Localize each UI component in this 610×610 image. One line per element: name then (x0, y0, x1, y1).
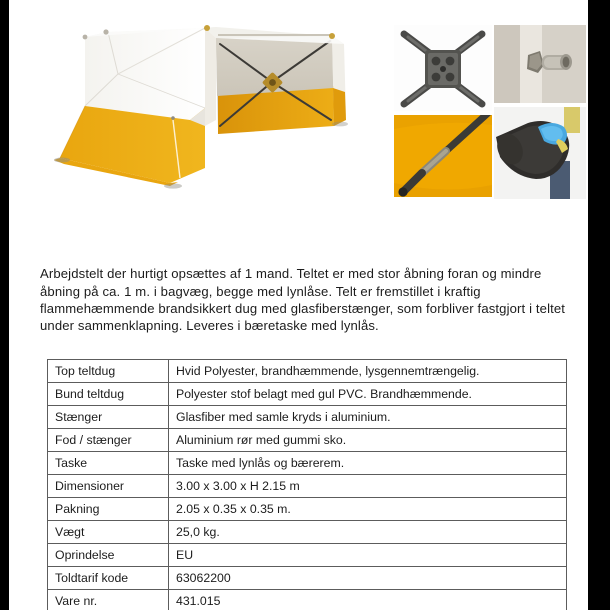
gloved-hand-with-bag-thumbnail (494, 107, 586, 199)
spec-key: Vare nr. (48, 590, 169, 610)
spec-value: Glasfiber med samle kryds i aluminium. (169, 406, 567, 429)
spec-value: 2.05 x 0.35 x 0.35 m. (169, 498, 567, 521)
table-row (48, 383, 567, 406)
specification-table (47, 359, 567, 610)
letterbox-bar-right (588, 0, 610, 610)
table-row (48, 360, 567, 383)
pole-on-yellow-fabric-thumbnail (394, 115, 492, 197)
table-row (48, 475, 567, 498)
table-row (48, 521, 567, 544)
letterbox-bar-left (0, 0, 9, 610)
table-row (48, 544, 567, 567)
spec-key: Oprindelse (48, 544, 169, 567)
spec-key: Top teltdug (48, 360, 169, 383)
spec-value: Polyester stof belagt med gul PVC. Brandhæmmende. (169, 383, 567, 406)
table-row (48, 498, 567, 521)
spec-value: 63062200 (169, 567, 567, 590)
table-row (48, 406, 567, 429)
product-image-band (9, 0, 588, 215)
table-row (48, 429, 567, 452)
spec-value: 3.00 x 3.00 x H 2.15 m (169, 475, 567, 498)
work-tent-photo (40, 8, 370, 208)
spec-key: Vægt (48, 521, 169, 544)
spec-key: Fod / stænger (48, 429, 169, 452)
product-description: Arbejdstelt der hurtigt opsættes af 1 mand. Teltet er med stor åbning foran og mindre åbning på ca. 1 m. i bagvæg, begge med lynlåse. Telt er fremstillet i kraftig flammehæmmende brandsikkert dug med glasfiberstænger, som forbliver fastgjort i teltet under sammenklapning. Leveres i bæretaske med lynlås. (40, 266, 566, 334)
spec-value: Aluminium rør med gummi sko. (169, 429, 567, 452)
spec-value: 25,0 kg. (169, 521, 567, 544)
spec-value: Hvid Polyester, brandhæmmende, lysgennemtrængelig. (169, 360, 567, 383)
spec-key: Bund teltdug (48, 383, 169, 406)
table-row (48, 567, 567, 590)
spec-key: Pakning (48, 498, 169, 521)
spec-key: Toldtarif kode (48, 567, 169, 590)
spec-value: EU (169, 544, 567, 567)
spec-key: Dimensioner (48, 475, 169, 498)
cross-joint-hub-thumbnail (394, 25, 492, 111)
spec-key: Stænger (48, 406, 169, 429)
spec-value: 431.015 (169, 590, 567, 610)
specification-table-container (47, 359, 552, 610)
pole-ferrule-thumbnail (494, 25, 586, 103)
specification-table-body (48, 360, 567, 610)
datasheet-page (9, 0, 588, 610)
table-row (48, 452, 567, 475)
spec-key: Taske (48, 452, 169, 475)
detail-thumbnail-grid (386, 19, 576, 199)
spec-value: Taske med lynlås og bærerem. (169, 452, 567, 475)
table-row (48, 590, 567, 610)
